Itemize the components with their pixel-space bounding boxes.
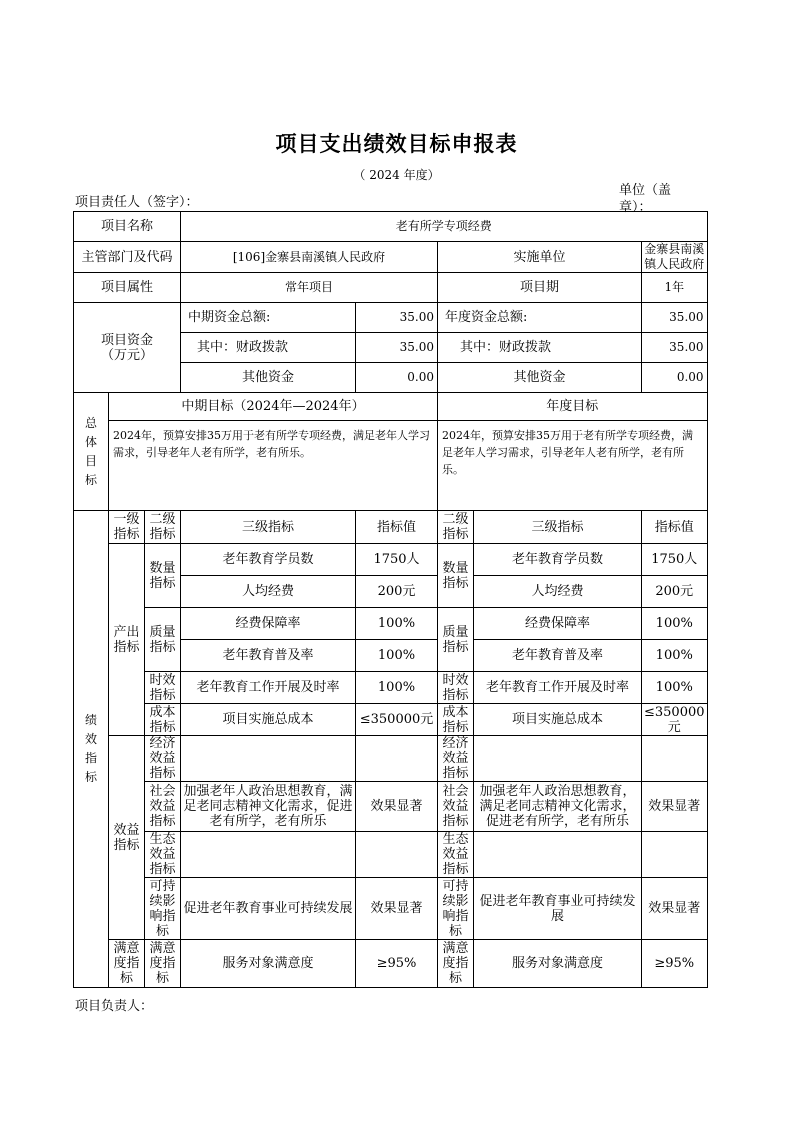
popular-name-year: 老年教育普及率 [474, 640, 642, 672]
cost-name-year: 项目实施总成本 [474, 704, 642, 736]
mid-fiscal-label: 其中：财政拨款 [181, 333, 356, 363]
eco-name [181, 832, 356, 878]
econ-label-year: 经济效益指标 [438, 736, 474, 782]
mid-other-value: 0.00 [356, 363, 438, 393]
satis-value-year: ≥95% [642, 940, 708, 988]
mid-total-value: 35.00 [356, 303, 438, 333]
per-capita-value-year: 200元 [642, 576, 708, 608]
timely-name: 老年教育工作开展及时率 [181, 672, 356, 704]
students-value-year: 1750人 [642, 544, 708, 576]
students-name: 老年教育学员数 [181, 544, 356, 576]
econ-name [181, 736, 356, 782]
cost-value: ≤350000元 [356, 704, 438, 736]
students-name-year: 老年教育学员数 [474, 544, 642, 576]
guarantee-value-year: 100% [642, 608, 708, 640]
quality-label: 质量指标 [145, 608, 181, 672]
mid-other-label: 其他资金 [181, 363, 356, 393]
period-value: 1年 [642, 273, 708, 303]
dept-label: 主管部门及代码 [74, 242, 181, 273]
satisfaction-level2-label-year: 满意度指标 [438, 940, 474, 988]
year-fiscal-value: 35.00 [642, 333, 708, 363]
performance-table [73, 211, 708, 988]
eco-value [356, 832, 438, 878]
econ-value-year [642, 736, 708, 782]
satisfaction-level2-label: 满意度指标 [145, 940, 181, 988]
timely-name-year: 老年教育工作开展及时率 [474, 672, 642, 704]
overall-goal-label: 总体目标 [74, 393, 109, 511]
cost-value-year: ≤350000元 [642, 704, 708, 736]
students-value: 1750人 [356, 544, 438, 576]
popular-value-year: 100% [642, 640, 708, 672]
guarantee-value: 100% [356, 608, 438, 640]
value-header: 指标值 [356, 511, 438, 544]
year-goal-text: 2024年，预算安排35万用于老有所学专项经费，满足老年人学习需求，引导老年人老有所学，老有所乐。 [438, 421, 708, 511]
dept-value: [106]金寨县南溪镇人民政府 [181, 242, 438, 273]
year-total-label: 年度资金总额: [438, 303, 642, 333]
sustain-name-year: 促进老年教育事业可持续发展 [474, 878, 642, 940]
level2-header-year: 二级指标 [438, 511, 474, 544]
level1-header: 一级指标 [109, 511, 145, 544]
eco-label: 生态效益指标 [145, 832, 181, 878]
year-total-value: 35.00 [642, 303, 708, 333]
year-fiscal-label: 其中：财政拨款 [438, 333, 642, 363]
funds-label: 项目资金（万元） [74, 303, 181, 393]
cost-label: 成本指标 [145, 704, 181, 736]
impl-unit-value: 金寨县南溪镇人民政府 [642, 242, 708, 273]
satis-value: ≥95% [356, 940, 438, 988]
perf-indicator-label: 绩效指标 [74, 511, 109, 988]
social-value: 效果显著 [356, 782, 438, 832]
econ-label: 经济效益指标 [145, 736, 181, 782]
eco-name-year [474, 832, 642, 878]
sustain-value-year: 效果显著 [642, 878, 708, 940]
popular-name: 老年教育普及率 [181, 640, 356, 672]
eco-label-year: 生态效益指标 [438, 832, 474, 878]
mid-goal-text: 2024年，预算安排35万用于老有所学专项经费，满足老年人学习需求，引导老年人老有所学，老有所乐。 [109, 421, 438, 511]
project-name-value: 老有所学专项经费 [181, 212, 708, 242]
period-label: 项目期 [438, 273, 642, 303]
econ-value [356, 736, 438, 782]
social-value-year: 效果显著 [642, 782, 708, 832]
guarantee-name-year: 经费保障率 [474, 608, 642, 640]
timely-value: 100% [356, 672, 438, 704]
mid-goal-header: 中期目标（2024年—2024年） [109, 393, 438, 421]
effect-indicator-label: 效益指标 [109, 736, 145, 940]
social-name-year: 加强老年人政治思想教育，满足老同志精神文化需求，促进老有所学，老有所乐 [474, 782, 642, 832]
cost-name: 项目实施总成本 [181, 704, 356, 736]
satis-name: 服务对象满意度 [181, 940, 356, 988]
impl-unit-label: 实施单位 [438, 242, 642, 273]
quality-label-year: 质量指标 [438, 608, 474, 672]
eco-value-year [642, 832, 708, 878]
year-other-value: 0.00 [642, 363, 708, 393]
level3-header-year: 三级指标 [474, 511, 642, 544]
output-indicator-label: 产出指标 [109, 544, 145, 736]
year-other-label: 其他资金 [438, 363, 642, 393]
popular-value: 100% [356, 640, 438, 672]
level2-header: 二级指标 [145, 511, 181, 544]
attr-value: 常年项目 [181, 273, 438, 303]
project-name-label: 项目名称 [74, 212, 181, 242]
cost-label-year: 成本指标 [438, 704, 474, 736]
level3-header: 三级指标 [181, 511, 356, 544]
sustain-label: 可持续影响指标 [145, 878, 181, 940]
page-title: 项目支出绩效目标申报表 [275, 131, 518, 156]
year-goal-header: 年度目标 [438, 393, 708, 421]
mid-total-label: 中期资金总额: [181, 303, 356, 333]
timely-value-year: 100% [642, 672, 708, 704]
per-capita-name: 人均经费 [181, 576, 356, 608]
sustain-name: 促进老年教育事业可持续发展 [181, 878, 356, 940]
social-label-year: 社会效益指标 [438, 782, 474, 832]
time-label-year: 时效指标 [438, 672, 474, 704]
sustain-value: 效果显著 [356, 878, 438, 940]
attr-label: 项目属性 [74, 273, 181, 303]
quantity-label: 数量指标 [145, 544, 181, 608]
econ-name-year [474, 736, 642, 782]
satis-name-year: 服务对象满意度 [474, 940, 642, 988]
social-name: 加强老年人政治思想教育，满足老同志精神文化需求，促进老有所学，老有所乐 [181, 782, 356, 832]
quantity-label-year: 数量指标 [438, 544, 474, 608]
per-capita-value: 200元 [356, 576, 438, 608]
project-leader: 项目负责人： [75, 999, 154, 1014]
satisfaction-indicator-label: 满意度指标 [109, 940, 145, 988]
guarantee-name: 经费保障率 [181, 608, 356, 640]
sustain-label-year: 可持续影响指标 [438, 878, 474, 940]
year-label: （ 2024 年度） [353, 168, 440, 182]
value-header-year: 指标值 [642, 511, 708, 544]
unit-seal: 单位（盖章）： [619, 183, 672, 215]
mid-fiscal-value: 35.00 [356, 333, 438, 363]
time-label: 时效指标 [145, 672, 181, 704]
social-label: 社会效益指标 [145, 782, 181, 832]
per-capita-name-year: 人均经费 [474, 576, 642, 608]
responsible-signature: 项目责任人（签字）： [75, 195, 199, 210]
